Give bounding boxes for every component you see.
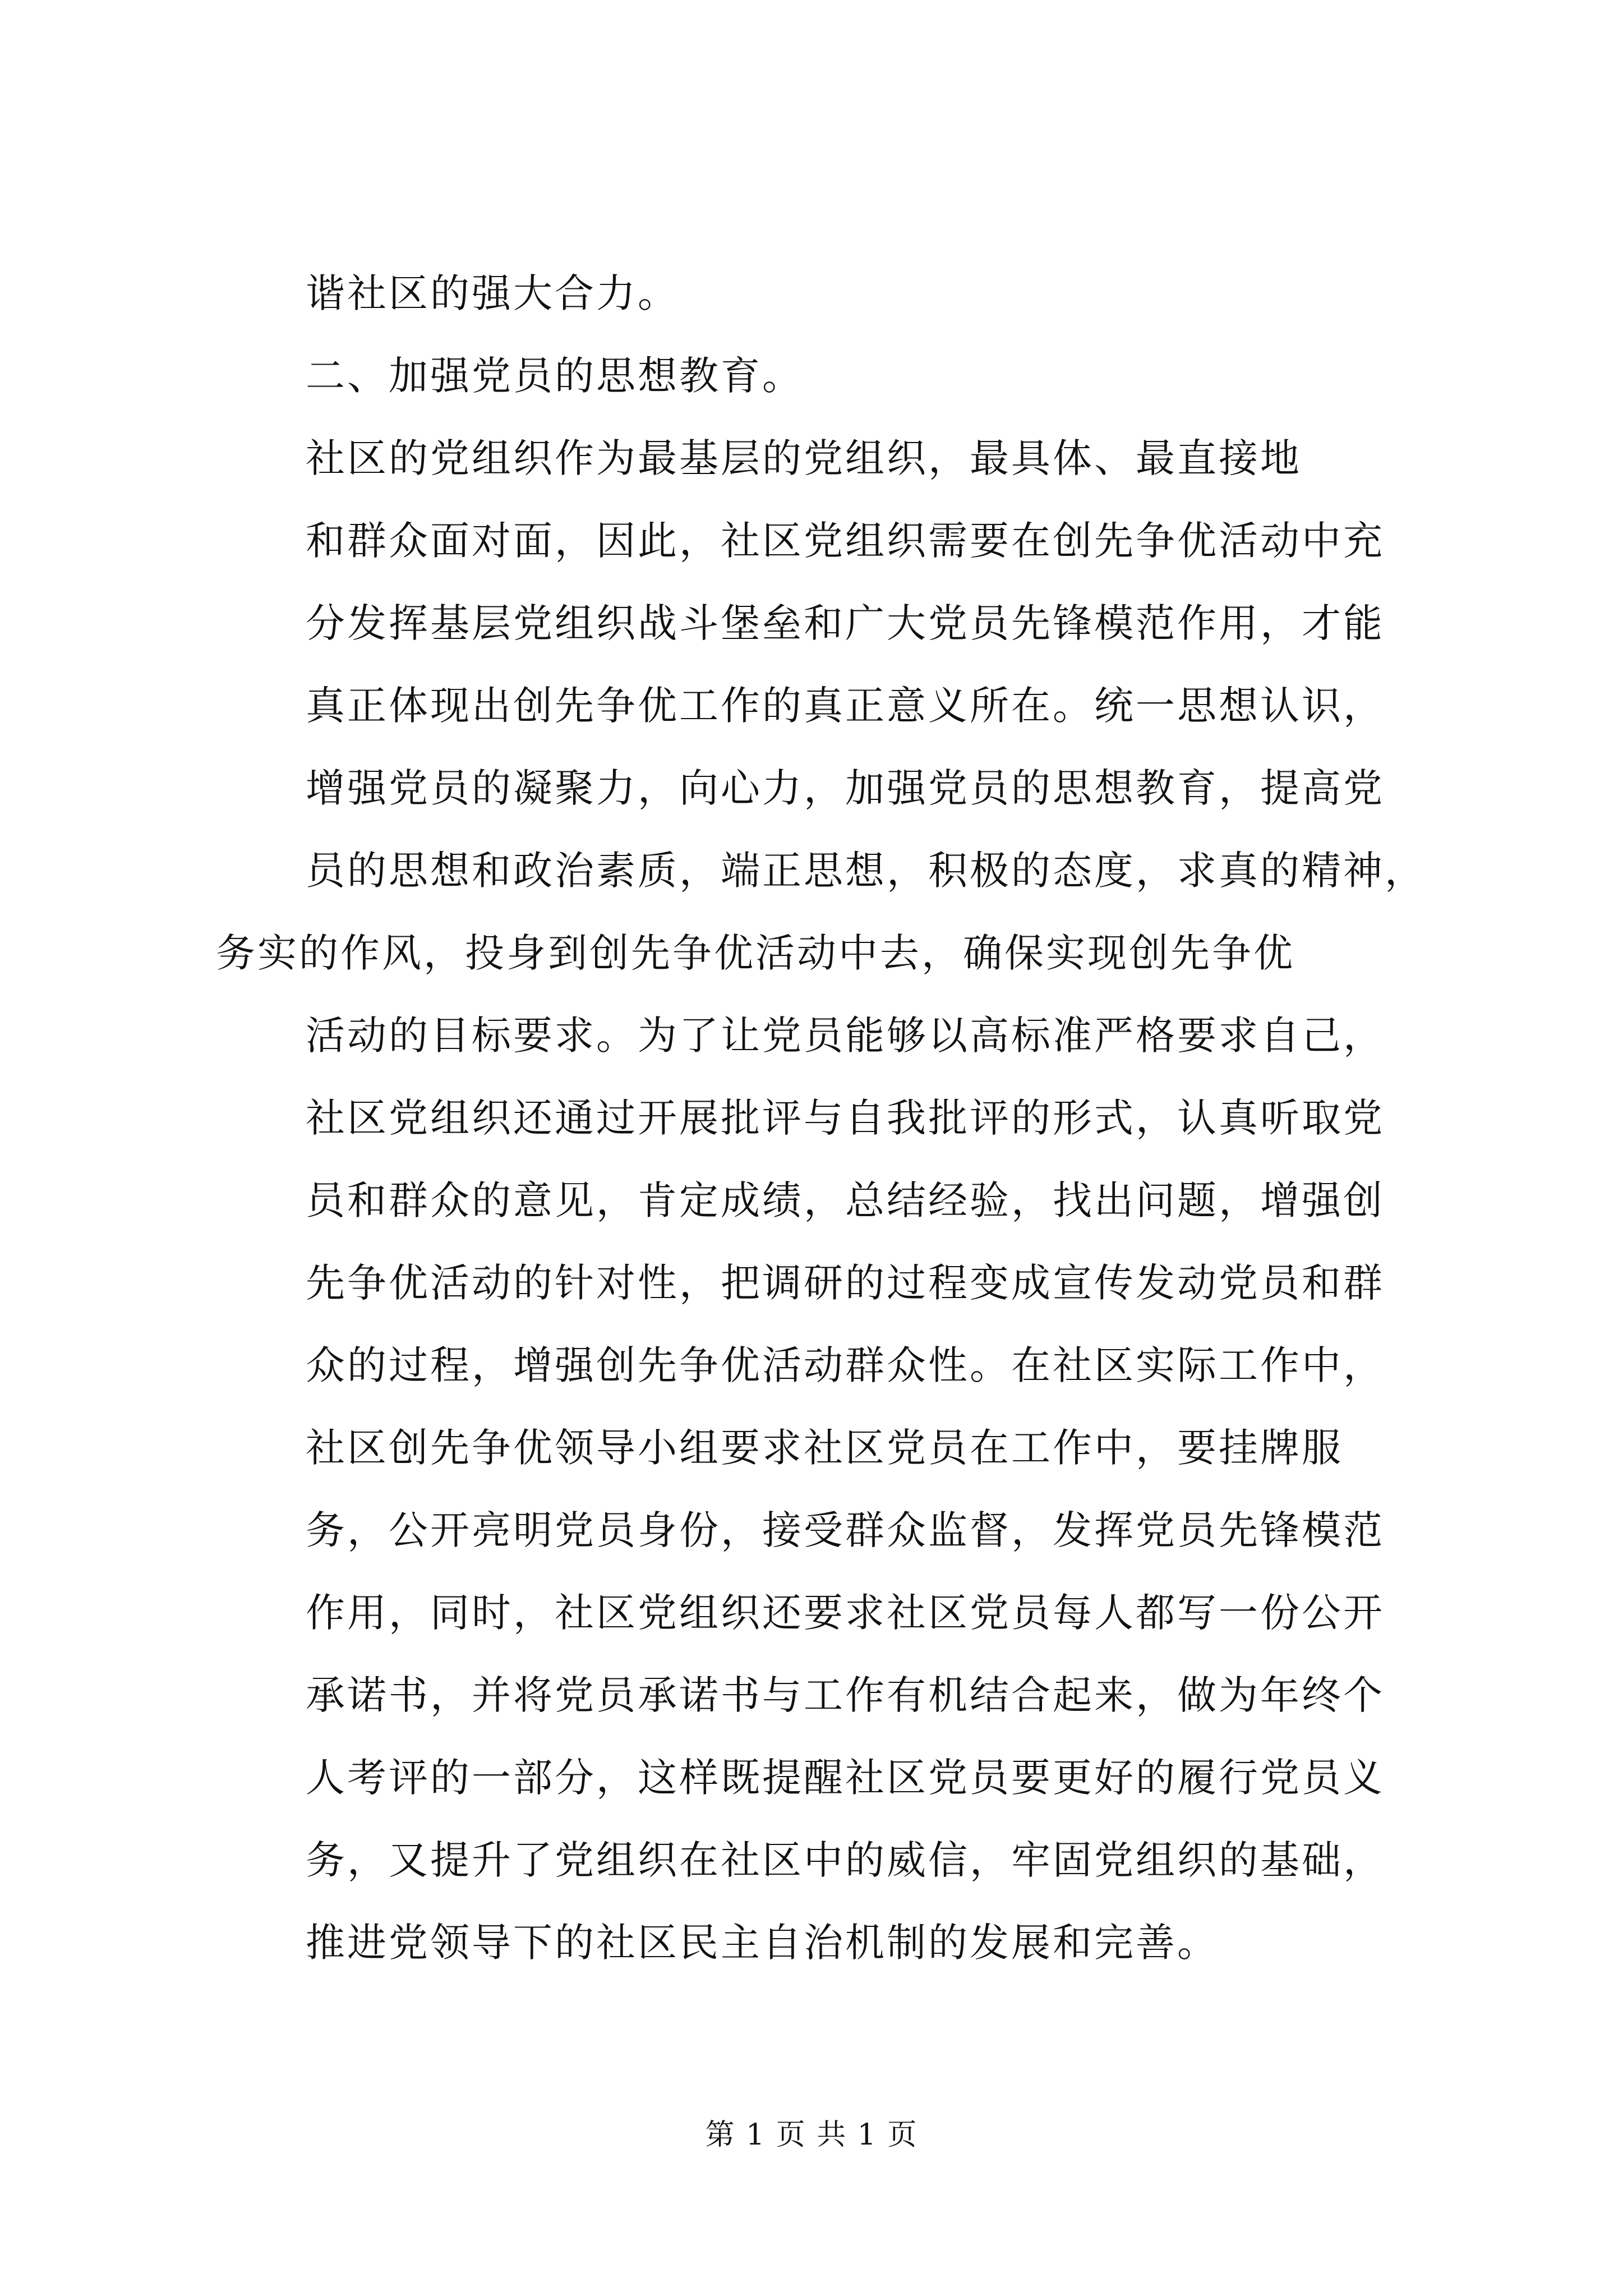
section-heading: 二、加强党员的思想教育。 [306, 353, 804, 399]
paragraph-line: 社区创先争优领导小组要求社区党员在工作中，要挂牌服 [306, 1425, 1343, 1471]
paragraph-line: 承诺书，并将党员承诺书与工作有机结合起来，做为年终个 [306, 1672, 1385, 1718]
paragraph-line: 和群众面对面，因此，社区党组织需要在创先争优活动中充 [306, 518, 1385, 564]
paragraph-line: 推进党领导下的社区民主自治机制的发展和完善。 [306, 1920, 1219, 1966]
paragraph-line: 员的思想和政治素质，端正思想，积极的态度，求真的精神， [306, 848, 1426, 894]
paragraph-line: 员和群众的意见，肯定成绩，总结经验，找出问题，增强创 [306, 1177, 1385, 1223]
paragraph-line: 活动的目标要求。为了让党员能够以高标准严格要求自己， [306, 1013, 1385, 1059]
page-footer: 第 1 页 共 1 页 [705, 2118, 918, 2152]
paragraph-line: 务，又提升了党组织在社区中的威信，牢固党组织的基础， [306, 1837, 1385, 1883]
paragraph-line: 众的过程，增强创先争优活动群众性。在社区实际工作中， [306, 1342, 1385, 1388]
paragraph-line: 增强党员的凝聚力，向心力，加强党员的思想教育，提高党 [306, 765, 1385, 811]
paragraph-line: 作用，同时，社区党组织还要求社区党员每人都写一份公开 [306, 1590, 1385, 1636]
paragraph-line: 务实的作风，投身到创先争优活动中去，确保实现创先争优 [216, 930, 1295, 976]
paragraph-line: 谐社区的强大合力。 [306, 270, 679, 316]
paragraph-line: 真正体现出创先争优工作的真正意义所在。统一思想认识， [306, 683, 1385, 729]
paragraph-line: 社区党组织还通过开展批评与自我批评的形式，认真听取党 [306, 1095, 1385, 1141]
paragraph-line: 人考评的一部分，这样既提醒社区党员要更好的履行党员义 [306, 1755, 1385, 1801]
paragraph-line: 务，公开亮明党员身份，接受群众监督，发挥党员先锋模范 [306, 1507, 1385, 1553]
paragraph-line: 分发挥基层党组织战斗堡垒和广大党员先锋模范作用，才能 [306, 600, 1385, 646]
paragraph-line: 社区的党组织作为最基层的党组织，最具体、最直接地 [306, 435, 1302, 481]
paragraph-line: 先争优活动的针对性，把调研的过程变成宣传发动党员和群 [306, 1260, 1385, 1306]
